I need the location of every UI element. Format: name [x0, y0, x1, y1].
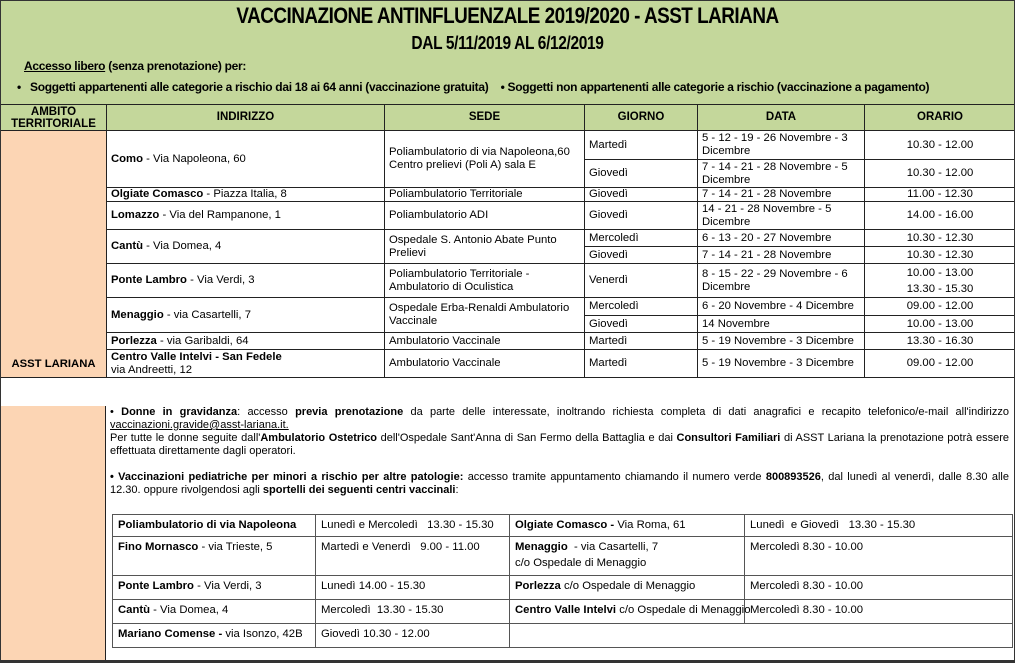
city: Cantù [111, 240, 144, 252]
city: Menaggio [111, 308, 164, 321]
table-header [1, 105, 1015, 131]
bold: Ambulatorio Ostetrico [260, 432, 378, 444]
city: Como [111, 152, 144, 165]
access-rest: (senza prenotazione) per: [105, 59, 247, 73]
center-right [510, 600, 751, 624]
bold: sportelli dei seguenti centri vaccinali [262, 484, 456, 496]
address: c/o Ospedale di Menaggio [616, 604, 751, 616]
orario-1: 10.00 - 13.00 [906, 266, 974, 279]
date-range: DAL 5/11/2019 AL 6/12/2019 [411, 33, 604, 53]
orario-cell: 11.00 - 12.30 [865, 188, 1015, 202]
address: - via Casartelli, 7 [567, 541, 659, 553]
city: Porlezza [515, 580, 561, 592]
col-giorno: GIORNO [585, 105, 698, 131]
text: accesso tramite appuntamento chiamando il numero verde [463, 471, 766, 483]
text: : [455, 484, 459, 496]
bullet-1: Soggetti appartenenti alle categorie a rischio dai 18 ai 64 anni (vaccinazione gratuita) [30, 80, 489, 94]
giorno-cell: Martedì [585, 131, 698, 160]
address: Via Roma, 61 [614, 519, 686, 531]
col-orario: ORARIO [865, 105, 1015, 131]
giorno-cell: Giovedì [585, 160, 698, 188]
sede-cell: Poliambulatorio ADI [385, 202, 585, 230]
access-bullets [8, 80, 929, 94]
sede-cell: Poliambulatorio di via Napoleona,60 Centro prelievi (Poli A) sala E [385, 131, 585, 188]
email-link[interactable]: vaccinazioni.gravide@asst-lariana.it. [110, 419, 289, 431]
city: Olgiate Comasco [111, 188, 204, 200]
page-title: VACCINAZIONE ANTINFLUENZALE 2019/2020 - ASST LARIANA [236, 3, 779, 28]
giorno-cell: Martedì [585, 350, 698, 378]
center-left-time: Giovedì 10.30 - 12.00 [316, 624, 510, 648]
phone-number: 800893526 [765, 471, 821, 483]
data-cell: 5 - 19 Novembre - 3 Dicembre [698, 350, 865, 378]
city: Ponte Lambro [111, 274, 187, 286]
table-row [1, 230, 1015, 247]
data-cell: 5 - 12 - 19 - 26 Novembre - 3 Dicembre [698, 131, 865, 160]
address: - Piazza Italia, 8 [203, 188, 287, 200]
city: Olgiate Comasco - [515, 519, 615, 531]
address: c/o Ospedale di Menaggio [560, 580, 696, 592]
orario-cell: 09.00 - 12.00 [865, 298, 1015, 316]
city: Ponte Lambro [118, 580, 194, 592]
address: - Via Verdi, 3 [193, 580, 262, 592]
table-row [113, 600, 1013, 624]
bold: • Vaccinazioni pediatriche per minori a rischio per altre patologie: [110, 471, 464, 483]
text: Per tutte le donne seguite dall' [110, 432, 261, 444]
text: da parte delle interessate, inoltrando richiesta completa di dati anagrafici e recapito telefonico/e-mail all'indirizzo [403, 406, 1009, 418]
center-left [113, 537, 316, 576]
city: Fino Mornasco [118, 541, 199, 553]
pregnant-note-2 [110, 432, 1009, 458]
sede-cell: Poliambulatorio Territoriale - Ambulatorio di Oculistica [385, 264, 585, 298]
center-left-time: Lunedì 14.00 - 15.30 [316, 576, 510, 600]
data-cell: 6 - 20 Novembre - 4 Dicembre [698, 298, 865, 316]
orario-cell: 10.00 - 13.00 [865, 316, 1015, 333]
city: Poliambulatorio di via Napoleona [118, 519, 297, 531]
data-cell: 5 - 19 Novembre - 3 Dicembre [698, 333, 865, 350]
sede-cell: Ospedale Erba-Renaldi Ambulatorio Vaccinale [385, 298, 585, 333]
text: di ASST Lariana la prenotazione potrà essere effettuata direttamente dagli operatori. [110, 432, 1009, 457]
city: Mariano Comense - [118, 628, 223, 640]
table-row [113, 576, 1013, 600]
sede-cell: Poliambulatorio Territoriale [385, 188, 585, 202]
data-cell: 7 - 14 - 21 - 28 Novembre [698, 188, 865, 202]
city: Centro Valle Intelvi [515, 604, 617, 616]
giorno-cell: Mercoledì [585, 298, 698, 316]
city: Menaggio [515, 541, 568, 553]
table-row [1, 264, 1015, 298]
schedule-table [0, 104, 1015, 378]
text: dell'Ospedale Sant'Anna di San Fermo della Battaglia e dai [377, 432, 677, 444]
table-row [1, 202, 1015, 230]
orario-cell: 10.30 - 12.30 [865, 247, 1015, 264]
pediatric-note [110, 471, 1009, 497]
indirizzo-cell [107, 188, 385, 202]
address: via Isonzo, 42B [222, 628, 303, 640]
orario-2: 13.30 - 15.30 [906, 282, 974, 295]
center-left [113, 624, 316, 648]
document-header [0, 0, 1015, 104]
center-left-time: Mercoledì 13.30 - 15.30 [316, 600, 510, 624]
center-right-time: Mercoledì 8.30 - 10.00 [745, 600, 1013, 624]
data-cell: 7 - 14 - 21 - 28 Novembre [698, 247, 865, 264]
bold: Consultori Familiari [676, 432, 781, 444]
address: - via Casartelli, 7 [163, 308, 251, 321]
giorno-cell: Mercoledì [585, 230, 698, 247]
indirizzo-cell [107, 298, 385, 333]
center-right [510, 515, 745, 537]
address: via Andreetti, 12 [111, 363, 193, 376]
col-ambito: AMBITO TERRITORIALE [1, 105, 107, 131]
center-left [113, 515, 316, 537]
center-right-time: Mercoledì 8.30 - 10.00 [745, 537, 1013, 576]
ambito-cell: ASST LARIANA [1, 131, 107, 378]
address: - via Trieste, 5 [198, 541, 273, 553]
orario-cell: 10.30 - 12.30 [865, 230, 1015, 247]
indirizzo-cell [107, 230, 385, 264]
giorno-cell: Giovedì [585, 247, 698, 264]
address: - Via del Rampanone, 1 [159, 209, 281, 221]
table-row [1, 131, 1015, 160]
table-row [1, 350, 1015, 378]
giorno-cell: Giovedì [585, 202, 698, 230]
bullet-2: • Soggetti non appartenenti alle categorie a rischio (vaccinazione a pagamento) [500, 80, 930, 94]
center-left-time: Lunedì e Mercoledì 13.30 - 15.30 [316, 515, 510, 537]
indirizzo-cell [107, 350, 385, 378]
data-cell: 7 - 14 - 21 - 28 Novembre - 5 Dicembre [698, 160, 865, 188]
access-label [24, 59, 246, 73]
bullet-icon: • [17, 80, 21, 94]
table-row [1, 298, 1015, 316]
sede-cell: Ambulatorio Vaccinale [385, 350, 585, 378]
giorno-cell: Giovedì [585, 316, 698, 333]
col-data: DATA [698, 105, 865, 131]
giorno-cell: Giovedì [585, 188, 698, 202]
address: - via Garibaldi, 64 [156, 334, 249, 347]
address: - Via Napoleona, 60 [143, 152, 246, 165]
sede-cell: Ospedale S. Antonio Abate Punto Prelievi [385, 230, 585, 264]
orario-cell [865, 264, 1015, 298]
pregnant-note [110, 406, 1009, 432]
ambito-continuation [0, 406, 106, 661]
orario-cell: 13.30 - 16.30 [865, 333, 1015, 350]
data-cell: 8 - 15 - 22 - 29 Novembre - 6 Dicembre [698, 264, 865, 298]
giorno-cell: Martedì [585, 333, 698, 350]
table-row [113, 537, 1013, 576]
address: - Via Verdi, 3 [186, 274, 255, 286]
center-left-time: Martedì e Venerdì 9.00 - 11.00 [316, 537, 510, 576]
city: Cantù [118, 604, 151, 616]
table-row [1, 333, 1015, 350]
sede-cell: Ambulatorio Vaccinale [385, 333, 585, 350]
orario-cell: 14.00 - 16.00 [865, 202, 1015, 230]
notes-section [106, 406, 1013, 497]
indirizzo-cell [107, 264, 385, 298]
orario-cell: 09.00 - 12.00 [865, 350, 1015, 378]
indirizzo-cell [107, 333, 385, 350]
center-right-time: Lunedì e Giovedì 13.30 - 15.30 [745, 515, 1013, 537]
city: Porlezza [111, 334, 157, 347]
center-right [510, 537, 745, 576]
data-cell: 6 - 13 - 20 - 27 Novembre [698, 230, 865, 247]
bold: previa prenotazione [295, 406, 404, 418]
vaccination-centers-table [112, 514, 1013, 648]
bold: Donne in gravidanza [121, 406, 238, 418]
center-right [510, 576, 745, 600]
city: Lomazzo [111, 209, 160, 221]
bullet: • [110, 406, 122, 418]
text: : accesso [237, 406, 296, 418]
empty-cell [510, 624, 1013, 648]
data-cell: 14 Novembre [698, 316, 865, 333]
address: - Via Domea, 4 [150, 604, 229, 616]
table-row [1, 188, 1015, 202]
address: - Via Domea, 4 [143, 240, 222, 252]
center-left [113, 600, 316, 624]
table-row [113, 624, 1013, 648]
center-left [113, 576, 316, 600]
address-2: c/o Ospedale di Menaggio [515, 557, 647, 569]
table-row [113, 515, 1013, 537]
orario-cell: 10.30 - 12.00 [865, 160, 1015, 188]
giorno-cell: Venerdì [585, 264, 698, 298]
indirizzo-cell [107, 131, 385, 188]
indirizzo-cell [107, 202, 385, 230]
center-right-time: Mercoledì 8.30 - 10.00 [745, 576, 1013, 600]
text: , dal lunedì al venerdì, dalle 8.30 alle 12.30. oppure rivolgendosi agli [110, 471, 1009, 496]
col-indirizzo: INDIRIZZO [107, 105, 385, 131]
access-libero: Accesso libero [24, 59, 106, 73]
city: Centro Valle Intelvi - San Fedele [111, 350, 282, 363]
col-sede: SEDE [385, 105, 585, 131]
data-cell: 14 - 21 - 28 Novembre - 5 Dicembre [698, 202, 865, 230]
orario-cell: 10.30 - 12.00 [865, 131, 1015, 160]
